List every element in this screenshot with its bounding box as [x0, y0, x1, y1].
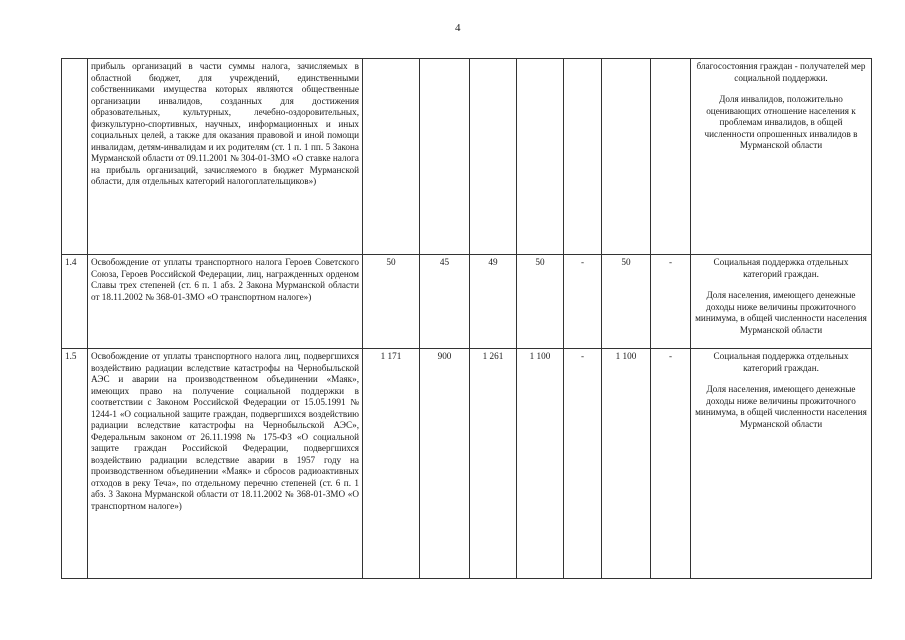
value-cell: 1 100	[517, 349, 564, 579]
value-cell: 1 100	[602, 349, 651, 579]
value-cell: -	[564, 255, 602, 349]
goal-text: Социальная поддержка отдельных категорий граждан.	[713, 257, 849, 279]
value-cell: -	[564, 349, 602, 579]
value-cell	[651, 59, 691, 255]
table-row	[62, 349, 872, 579]
indicator-text: Доля населения, имеющего денежные доходы ниже величины прожиточного минимума, в общей численности населения Мурманской области	[695, 384, 867, 429]
value-cell: 45	[420, 255, 470, 349]
goal-text: Социальная поддержка отдельных категорий граждан.	[713, 351, 849, 373]
row-description: прибыль организаций в части суммы налога, зачисляемых в областной бюджет, для учреждений, единственными собственниками имущества которых являются общественные организации инвалидов, созданных для достижения образовательных, культурных, лечебно-оздоровительных, физкультурно-спортивных, научных, информационных и иных социальных целей, а также для оказания правовой и иной помощи инвалидам, детям-инвалидам и их родителям (ст. 1 п. 1 пп. 5 Закона Мурманской области от 09.11.2001 № 304-01-ЗМО «О ставке налога на прибыль организаций, зачисляемого в бюджет Мурманской области, для отдельных категорий налогоплательщиков»)	[88, 59, 363, 255]
value-cell: 1 171	[363, 349, 420, 579]
value-cell	[602, 59, 651, 255]
value-cell: 50	[363, 255, 420, 349]
value-cell	[470, 59, 517, 255]
value-cell	[363, 59, 420, 255]
row-number: 1.5	[62, 349, 88, 579]
goal-cell	[691, 255, 872, 349]
row-description: Освобождение от уплаты транспортного налога Героев Советского Союза, Героев Российской Федерации, лиц, награжденных орденом Славы трех степеней (ст. 6 п. 1 абз. 2 Закона Мурманской области от 18.11.2002 № 368-01-ЗМО «О транспортном налоге»)	[88, 255, 363, 349]
value-cell: -	[651, 349, 691, 579]
value-cell: -	[651, 255, 691, 349]
value-cell	[517, 59, 564, 255]
row-number: 1.4	[62, 255, 88, 349]
value-cell: 50	[602, 255, 651, 349]
tax-expenditure-table	[61, 58, 872, 579]
value-cell	[564, 59, 602, 255]
page-number: 4	[455, 22, 461, 34]
value-cell	[420, 59, 470, 255]
value-cell: 50	[517, 255, 564, 349]
row-number	[62, 59, 88, 255]
value-cell: 1 261	[470, 349, 517, 579]
value-cell: 900	[420, 349, 470, 579]
value-cell: 49	[470, 255, 517, 349]
indicator-text: Доля населения, имеющего денежные доходы ниже величины прожиточного минимума, в общей численности населения Мурманской области	[695, 290, 867, 335]
row-description: Освобождение от уплаты транспортного налога лиц, подвергшихся воздействию радиации вследствие катастрофы на Чернобыльской АЭС и аварии на производственном объединении «Маяк», имеющих право на получение социальной поддержки в соответствии с Законом Российской Федерации от 15.05.1991 № 1244-1 «О социальной защите граждан, подвергшихся воздействию радиации вследствие катастрофы на Чернобыльской АЭС», Федеральным законом от 26.11.1998 № 175-ФЗ «О социальной защите граждан Российской Федерации, подвергшихся воздействию радиации вследствие аварии в 1957 году на производственном объединении «Маяк» и сбросов радиоактивных отходов в реку Теча», по отдельному перечню степеней (ст. 6 п. 1 абз. 3 Закона Мурманской области от 18.11.2002 № 368-01-ЗМО «О транспортном налоге»)	[88, 349, 363, 579]
goal-cell	[691, 349, 872, 579]
indicator-text: Доля инвалидов, положительно оценивающих отношение населения к проблемам инвалидов, в общей численности опрошенных инвалидов в Мурманской области	[704, 94, 858, 150]
goal-text: благосостояния граждан - получателей мер социальной поддержки.	[696, 61, 866, 83]
goal-cell	[691, 59, 872, 255]
table-row	[62, 59, 872, 255]
table-row	[62, 255, 872, 349]
